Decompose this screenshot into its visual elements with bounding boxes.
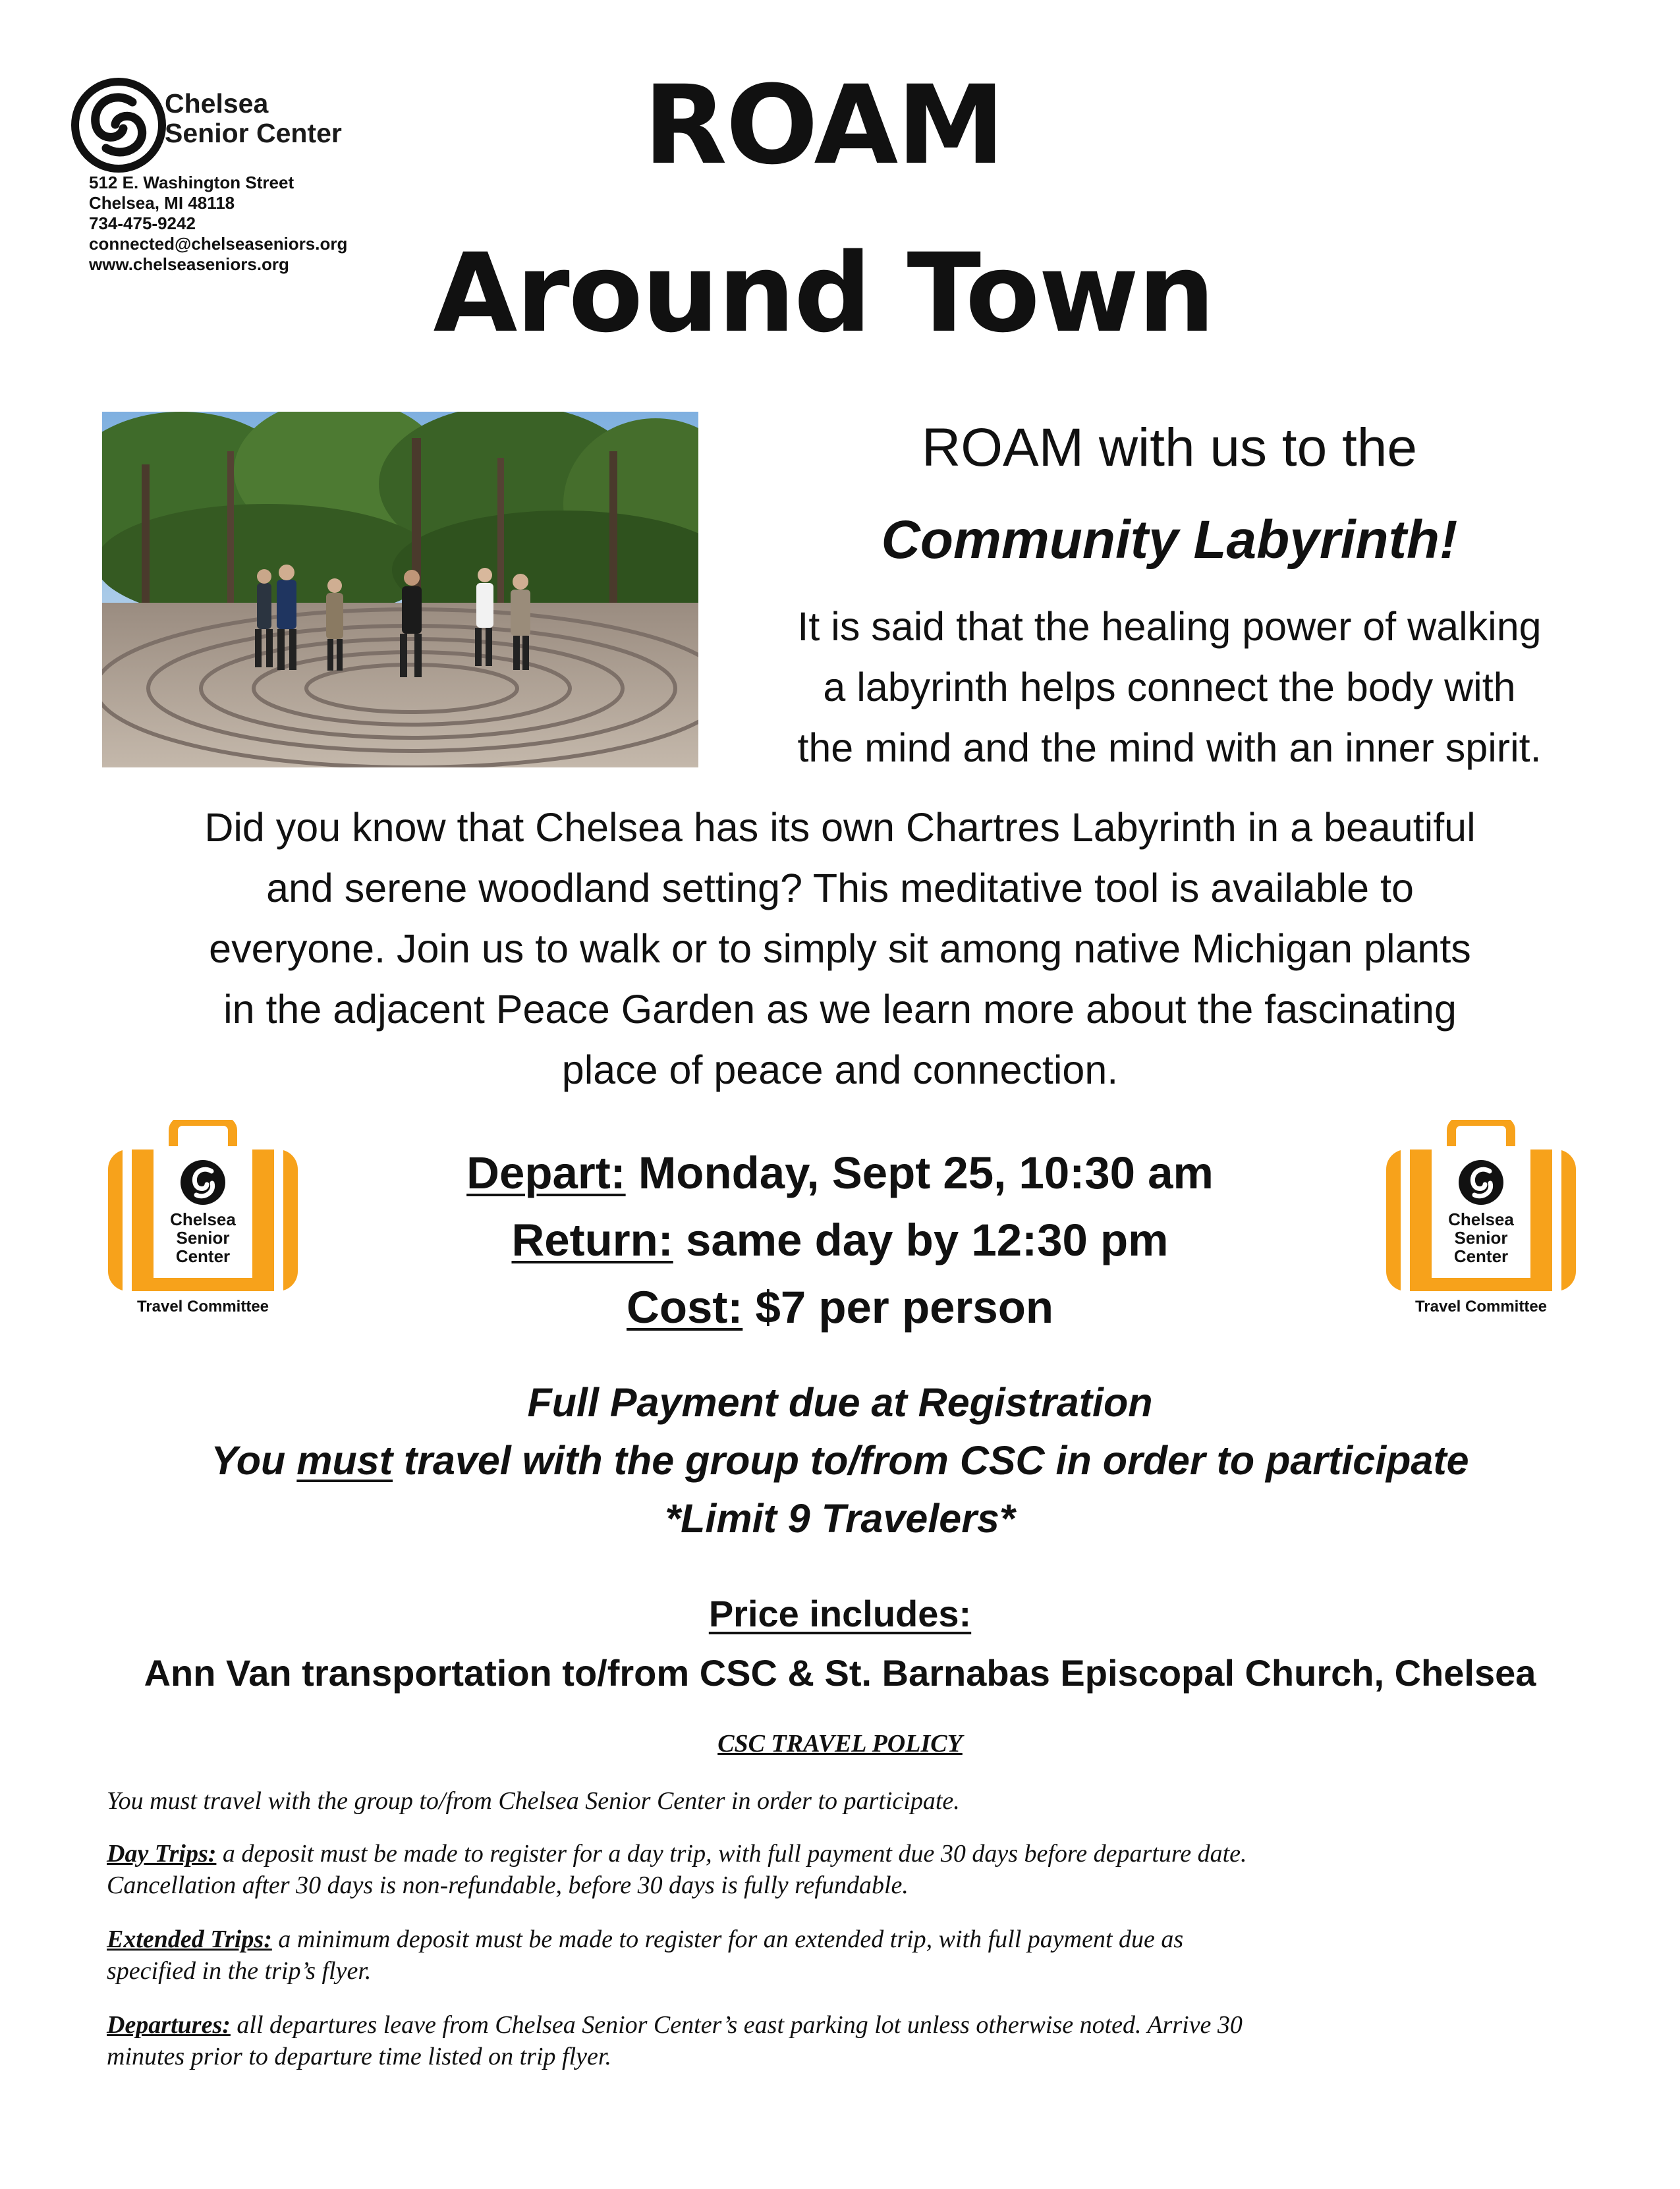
contact-email[interactable]: connected@chelseaseniors.org: [89, 234, 348, 254]
payment-line2: [86, 1431, 1594, 1489]
badge-caption: Travel Committee: [1414, 1298, 1548, 1316]
payment-line2-post: travel with the group to/from CSC in order to participate: [393, 1438, 1469, 1483]
contact-street: 512 E. Washington Street: [89, 173, 294, 192]
badge-org-line2: Senior: [176, 1228, 230, 1248]
return-row: [395, 1207, 1285, 1274]
paragraph-line: everyone. Join us to walk or to simply sit among native Michigan plants: [209, 926, 1471, 971]
intro-heading: ROAM with us to the: [922, 418, 1417, 478]
departures-label: Departures:: [107, 2011, 231, 2039]
healing-line: the mind and the mind with an inner spirit.: [797, 725, 1542, 770]
healing-text: [708, 596, 1631, 778]
healing-line: It is said that the healing power of walking: [797, 604, 1542, 649]
price-includes: [86, 1584, 1594, 1703]
price-includes-heading: Price includes:: [708, 1593, 972, 1634]
badge-org-line2: Senior: [1454, 1228, 1508, 1248]
day-trips-text-2: Cancellation after 30 days is non-refundable, before 30 days is fully refundable.: [107, 1871, 909, 1899]
extended-trips-text-2: specified in the trip’s flyer.: [107, 1957, 372, 1985]
policy-day-trips: [107, 1838, 1596, 1901]
intro-destination: Community Labyrinth!: [881, 510, 1458, 570]
paragraph-line: in the adjacent Peace Garden as we learn more about the fascinating: [223, 987, 1457, 1032]
extended-trips-label: Extended Trips:: [107, 1926, 272, 1953]
organization-logo: [69, 76, 346, 181]
cost-row: [395, 1274, 1285, 1341]
contact-website[interactable]: www.chelseaseniors.org: [89, 254, 289, 274]
organization-name-line1: Chelsea: [165, 88, 269, 119]
day-trips-text-1: a deposit must be made to register for a day trip, with full payment due 30 days before departure date.: [216, 1840, 1247, 1868]
extended-trips-text-1: a minimum deposit must be made to register for an extended trip, with full payment due as: [271, 1926, 1184, 1953]
contact-city: Chelsea, MI 48118: [89, 193, 235, 213]
paragraph-line: and serene woodland setting? This meditative tool is available to: [266, 866, 1414, 910]
day-trips-label: Day Trips:: [107, 1840, 217, 1868]
return-value: same day by 12:30 pm: [673, 1215, 1169, 1265]
payment-line3: *Limit 9 Travelers*: [665, 1496, 1015, 1541]
depart-label: Depart:: [466, 1148, 626, 1198]
travel-committee-badge-right: [1382, 1120, 1580, 1331]
paragraph-line: Did you know that Chelsea has its own Chartres Labyrinth in a beautiful: [204, 805, 1476, 850]
page-title-line2: Around Town: [433, 230, 1214, 356]
price-includes-text: Ann Van transportation to/from CSC & St. Barnabas Episcopal Church, Chelsea: [144, 1652, 1536, 1694]
trip-details: [395, 1140, 1285, 1341]
payment-line2-pre: You: [211, 1438, 297, 1483]
travel-committee-badge-left: [104, 1120, 302, 1331]
contact-block: [89, 173, 347, 275]
labyrinth-photo-illustration: [102, 412, 698, 767]
chelsea-cs-logo-icon: [69, 76, 168, 175]
badge-caption: Travel Committee: [136, 1298, 269, 1316]
policy-title: CSC TRAVEL POLICY: [717, 1730, 963, 1758]
healing-line: a labyrinth helps connect the body with: [823, 665, 1516, 709]
description-paragraph: [86, 797, 1594, 1100]
suitcase-icon: [1382, 1120, 1580, 1298]
payment-notice: [86, 1373, 1594, 1547]
policy-extended-trips: [107, 1924, 1596, 1987]
badge-org-line3: Center: [1453, 1246, 1509, 1266]
paragraph-line: place of peace and connection.: [561, 1047, 1119, 1092]
payment-line2-emphasis: must: [296, 1438, 393, 1483]
page-title-line1: ROAM: [643, 62, 1004, 188]
policy-departures: [107, 2009, 1596, 2072]
suitcase-icon: [104, 1120, 302, 1298]
badge-org-line1: Chelsea: [170, 1209, 236, 1229]
return-label: Return:: [511, 1215, 673, 1265]
badge-org-line1: Chelsea: [1448, 1209, 1514, 1229]
departures-text-2: minutes prior to departure time listed on trip flyer.: [107, 2043, 611, 2070]
organization-name-line2: Senior Center: [165, 118, 342, 148]
labyrinth-photo: [102, 412, 698, 767]
badge-org-line3: Center: [175, 1246, 231, 1266]
cost-label: Cost:: [627, 1282, 743, 1333]
cost-value: $7 per person: [742, 1282, 1053, 1333]
payment-line1: Full Payment due at Registration: [527, 1380, 1153, 1425]
depart-row: [395, 1140, 1285, 1207]
organization-name: [165, 89, 342, 148]
departures-text-1: all departures leave from Chelsea Senior Center’s east parking lot unless otherwise noted. Arrive 30: [230, 2011, 1243, 2039]
policy-intro: You must travel with the group to/from Chelsea Senior Center in order to participate.: [107, 1787, 960, 1815]
contact-phone: 734-475-9242: [89, 213, 196, 233]
depart-value: Monday, Sept 25, 10:30 am: [625, 1148, 1214, 1198]
